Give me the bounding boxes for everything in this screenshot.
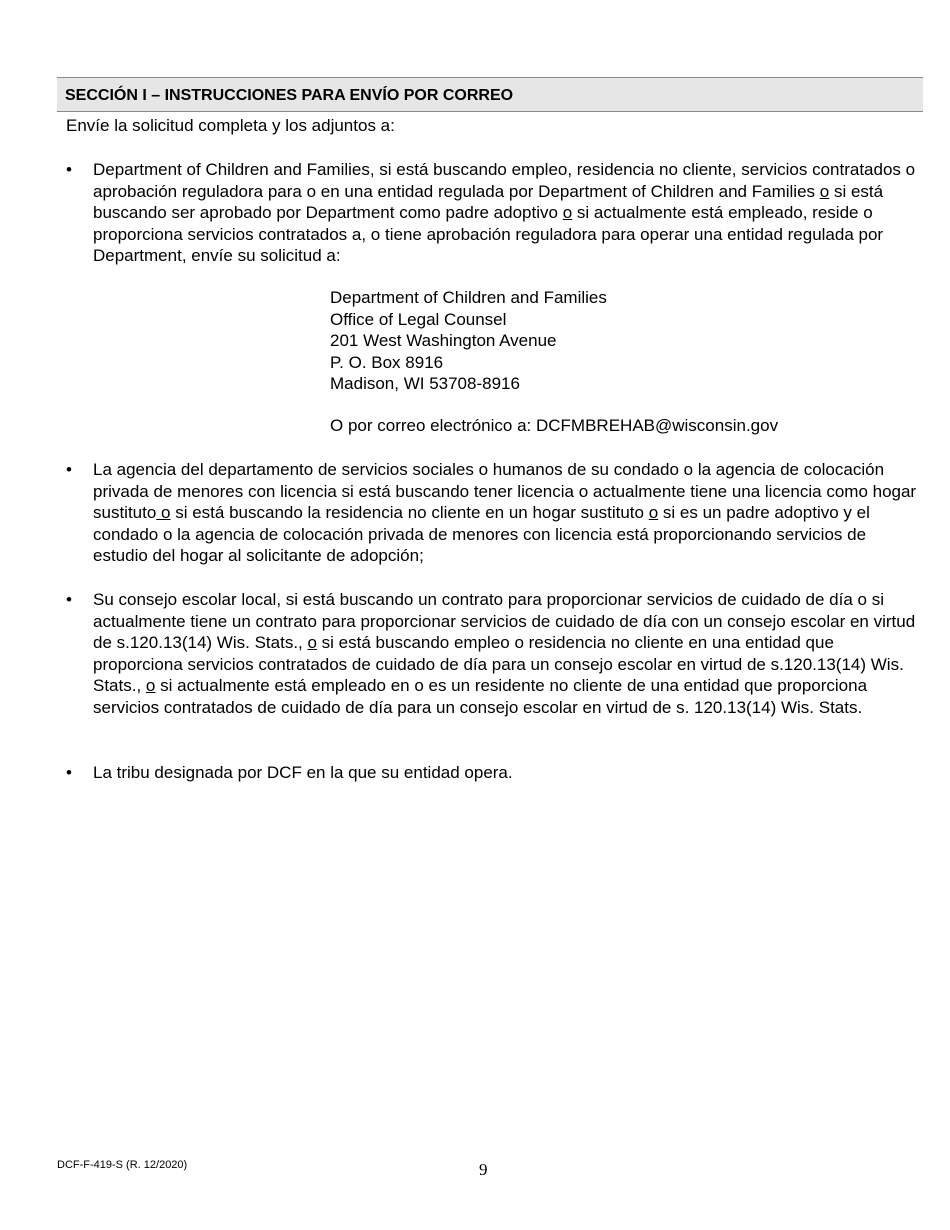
section-title: SECCIÓN I – INSTRUCCIONES PARA ENVÍO POR CORREO (65, 87, 514, 104)
bullet-icon: • (66, 160, 72, 179)
address-line: 201 West Washington Avenue (330, 331, 557, 350)
address-line: Madison, WI 53708-8916 (330, 374, 520, 393)
intro-text: Envíe la solicitud completa y los adjuntos a: (66, 116, 395, 135)
bullet-text-county-agency: La agencia del departamento de servicios sociales o humanos de su condado o la agencia de colocación privada de menores con licencia si está buscando tener licencia o actualmente tiene una licencia como hogar sustituto o si está buscando la residencia no cliente en un hogar sustituto o si es un padre adoptivo y el condado o la agencia de colocación privada de menores con licencia está proporcionando servicios de estudio del hogar al solicitante de adopción; (93, 460, 917, 565)
mailing-address (330, 287, 607, 395)
form-id: DCF-F-419-S (R. 12/2020) (57, 1159, 188, 1171)
bullet-icon: • (66, 763, 72, 782)
email-line: O por correo electrónico a: DCFMBREHAB@wisconsin.gov (330, 416, 779, 435)
bullet-text-dcf: Department of Children and Families, si está buscando empleo, residencia no cliente, servicios contratados o aprobación reguladora para o en una entidad regulada por Department of Children and Families o si está buscando ser aprobado por Department como padre adoptivo o si actualmente está empleado, reside o proporciona servicios contratados a, o tiene aprobación reguladora para operar una entidad regulada por Department, envíe su solicitud a: (93, 160, 916, 265)
address-line: Office of Legal Counsel (330, 309, 507, 329)
page-number: 9 (479, 1160, 488, 1179)
section-header (57, 77, 923, 112)
address-line: Department of Children and Families (330, 288, 607, 307)
address-line: P. O. Box 8916 (330, 352, 444, 372)
bullet-text-school-board: Su consejo escolar local, si está buscando un contrato para proporcionar servicios de cuidado de día o si actualmente tiene un contrato para proporcionar servicios de cuidado de día con un consejo escolar en virtud de s.120.13(14) Wis. Stats., o si está buscando empleo o residencia no cliente en una entidad que proporciona servicios contratados de cuidado de día para un consejo escolar en virtud de s.120.13(14) Wis. Stats., o si actualmente está empleado en o es un residente no cliente de una entidad que proporciona servicios contratados de cuidado de día para un consejo escolar en virtud de s. 120.13(14) Wis. Stats. (93, 590, 916, 717)
bullet-icon: • (66, 590, 72, 609)
bullet-text-tribe: La tribu designada por DCF en la que su entidad opera. (93, 763, 513, 782)
bullet-icon: • (66, 460, 72, 479)
